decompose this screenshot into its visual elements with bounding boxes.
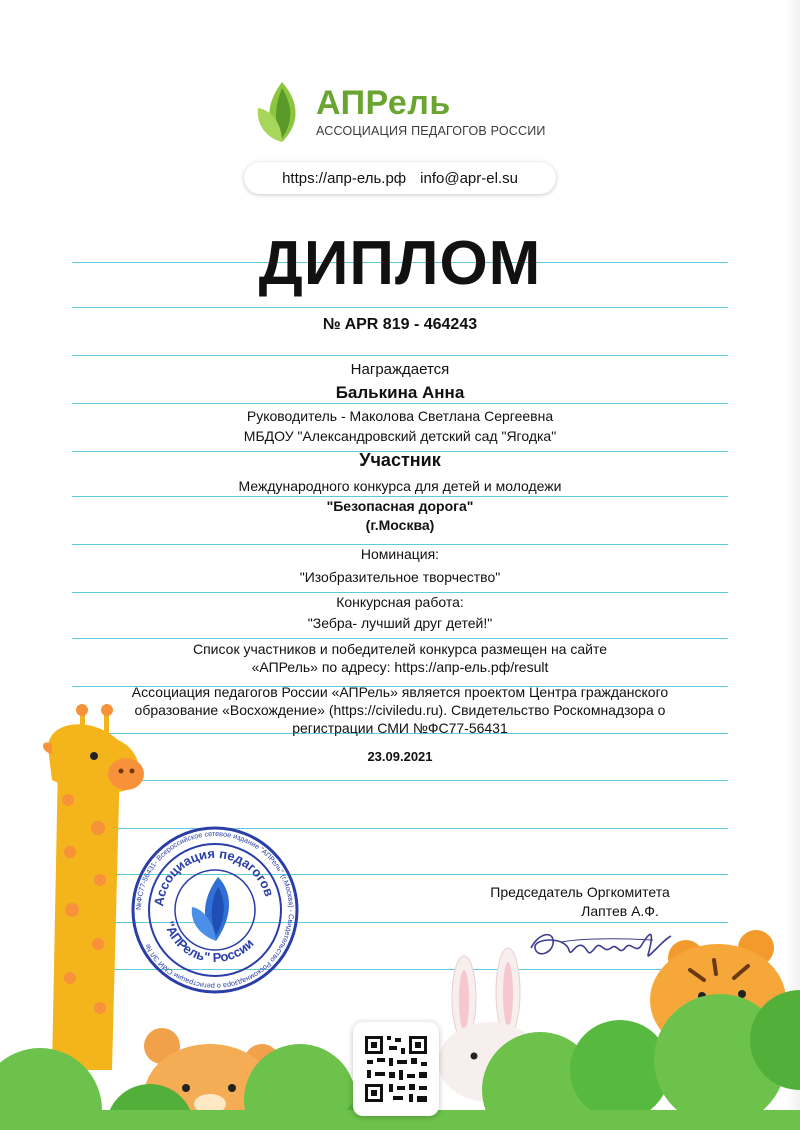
stamp-inner-bottom: "АПРель" России: [161, 919, 257, 966]
diploma-title: ДИПЛОМ: [258, 229, 542, 298]
work-title: "Зебра- лучший друг детей!": [307, 615, 493, 631]
about-line-2: образование «Восхождение» (https://civiledu.ru). Свидетельство Роскомнадзора о: [134, 702, 666, 718]
nomination-value: "Изобразительное творчество": [299, 569, 501, 585]
diploma-number: № APR 819 - 464243: [322, 316, 478, 333]
stamp-inner-top: Ассоциация педагогов: [151, 845, 277, 908]
logo-name: АПРель: [316, 84, 451, 122]
logo-subtitle: АССОЦИАЦИЯ ПЕДАГОГОВ РОССИИ: [316, 124, 546, 138]
awarded-label: Награждается: [350, 361, 450, 378]
signature-name: Лаптев А.Ф.: [581, 903, 659, 919]
contest-type: Международного конкурса для детей и молодежи: [238, 478, 562, 494]
site-link[interactable]: https://апр-ель.рф: [282, 169, 407, 187]
organization: МБДОУ "Александровский детский сад "Ягодка": [243, 428, 557, 444]
qr-code-icon: [353, 1022, 439, 1116]
qr-code[interactable]: [353, 1022, 439, 1116]
signature-title: Председатель Оргкомитета: [490, 884, 670, 900]
about-line-3: регистрации СМИ №ФС77-56431: [292, 720, 508, 736]
results-line-1: Список участников и победителей конкурса размещен на сайте: [192, 641, 607, 657]
results-line-2: «АПРель» по адресу: https://апр-ель.рф/result: [251, 659, 549, 675]
participation-status: Участник: [359, 450, 441, 470]
contest-city: (г.Москва): [365, 517, 435, 533]
nomination-label: Номинация:: [360, 546, 440, 562]
work-label: Конкурсная работа:: [336, 594, 464, 610]
contest-name: "Безопасная дорога": [326, 498, 474, 514]
supervisor: Руководитель - Маколова Светлана Сергеевна: [246, 408, 554, 424]
about-line-1: Ассоциация педагогов России «АПРель» является проектом Центра гражданского: [131, 684, 669, 700]
issue-date: 23.09.2021: [367, 749, 433, 764]
stamp-ring-text: №ФС77-56431- Всероссийское сетевое издание "АПРель" (г.Москва) - Свидетельство Роскомнадзора о регистрации СМИ ЭЛ №: [133, 828, 297, 992]
email-link[interactable]: info@apr-el.su: [420, 169, 518, 187]
recipient-name: Балькина Анна: [335, 383, 465, 402]
